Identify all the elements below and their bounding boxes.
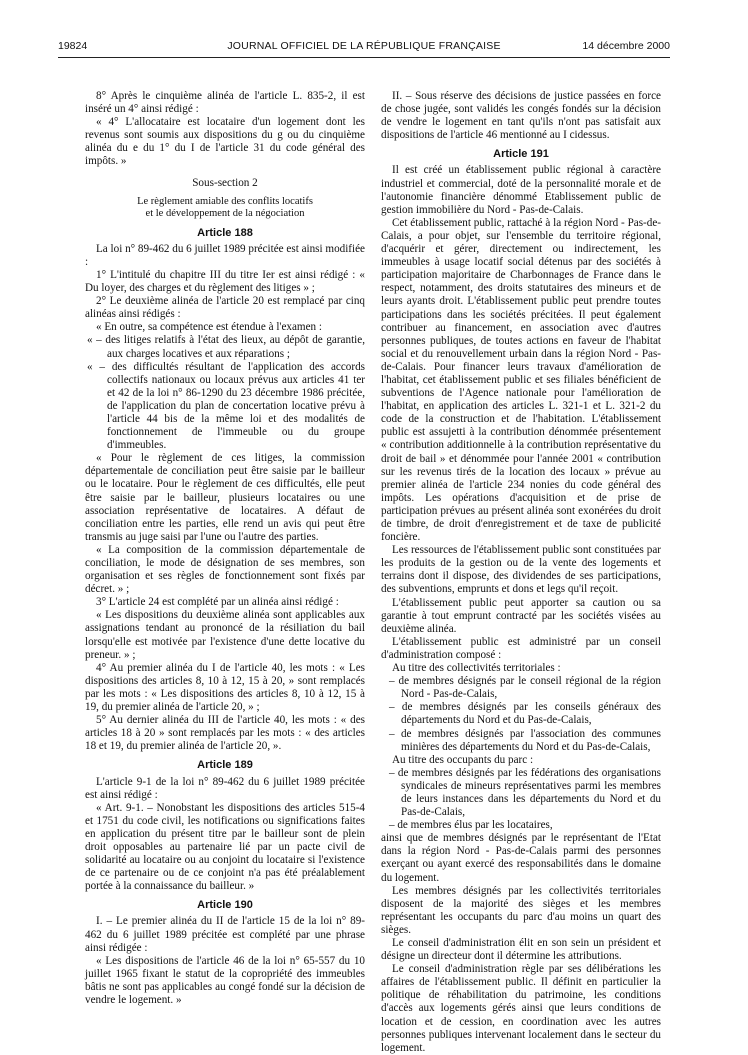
paragraph: L'article 9-1 de la loi n° 89-462 du 6 juillet 1989 précitée est ainsi rédigé : [85, 775, 365, 801]
dash-item: – de membres désignés par l'association des communes minières des départements du Nord et du Pas-de-Calais, [389, 727, 661, 753]
dash-item: – de membres élus par les locataires, [389, 819, 553, 832]
paragraph: ainsi que de membres désignés par le représentant de l'Etat dans la région Nord - Pas-de-Calais parmi des personnes exerçant ou ayant exercé des responsabilités dans le domaine du logement. [381, 832, 661, 884]
page-header [58, 40, 670, 56]
subsection-title [85, 196, 365, 221]
dash-item: « – des difficultés résultant de l'application des accords collectifs nationaux ou locaux prévus aux articles 41 ter et 42 de la loi n° 86-1290 du 23 décembre 1986 précitée, de l'application du plan de concertation locative prévu à l'article 44 bis de la même loi et des modalités de fonctionnement de l'immeuble ou du groupe d'immeubles. [87, 360, 365, 452]
paragraph: Cet établissement public, rattaché à la région Nord - Pas-de-Calais, a pour objet, sur l'ensemble du territoire régional, d'acquérir et gérer, directement ou indirectement, les immeubles à usage locatif social détenus par des sociétés à participation majoritaire de Charbonnages de France dans le respect, notamment, des droits statutaires des mineurs et de leurs ayants droit. L'établissement public peut prendre toutes participations dans les sociétés précitées. Il peut également contribuer au financement, en association avec d'autres personnes publiques, de toutes actions en faveur de l'habitat social et du renouvellement urbain dans la région Nord - Pas-de-Calais. Pour financer leurs travaux d'amélioration de l'habitat, cet établissement public et ses filiales bénéficient de subventions de l'Agence nationale pour l'amélioration de l'habitat, en application des articles L. 321-1 et L. 321-2 du code de la construction et de l'habitation. L'établissement public est assujetti à la contribution dénommée présentement « contribution additionnelle à la contribution représentative du droit de bail » et dénommée pour l'année 2001 « contribution sur les revenus tirés de la location des locaux » prévue au premier alinéa de l'article 234 nonies du code général des impôts. Les opérations d'acquisition et de prise de participation prévues au présent alinéa sont exonérées du droit de timbre, de droit d'enregistrement et de taxe de publicité foncière. [381, 216, 661, 544]
paragraph: L'établissement public peut apporter sa caution ou sa garantie à tout emprunt contracté par les sociétés visées au deuxième alinéa. [381, 596, 661, 635]
paragraph: Il est créé un établissement public régional à caractère industriel et commercial, doté de la personnalité morale et de l'autonomie financière dénommé Etablissement public de gestion immobilière du Nord - Pas-de-Calais. [381, 164, 661, 216]
dash-item: – de membres désignés par le conseil régional de la région Nord - Pas-de-Calais, [389, 675, 661, 701]
paragraph: « Pour le règlement de ces litiges, la commission départementale de conciliation peut être saisie par le bailleur ou le locataire. Pour le règlement de ces difficultés, elle peut être saisie par le bailleur, plusieurs locataires ou une association représentative de locataires. A défaut de conciliation entre les parties, elle rend un avis qui peut être transmis au juge saisi par l'une ou l'autre des parties. [85, 452, 365, 543]
page-number: 19824 [58, 40, 88, 52]
paragraph: 8° Après le cinquième alinéa de l'article L. 835-2, il est inséré un 4° ainsi rédigé : [85, 90, 365, 116]
subsection-title-line: Le règlement amiable des conflits locatifs [137, 195, 313, 207]
paragraph: Les membres désignés par les collectivités territoriales disposent de la majorité des sièges et les membres représentant les occupants du parc d'au moins un quart des sièges. [381, 884, 661, 936]
article-heading: Article 191 [493, 148, 549, 161]
issue-date: 14 décembre 2000 [582, 40, 670, 52]
left-column [85, 90, 365, 1007]
paragraph: « 4° L'allocataire est locataire d'un logement dont les revenus sont soumis aux dispositions du g ou du cinquième alinéa du e du 1° du I de l'article 31 du code général des impôts. » [85, 116, 365, 168]
paragraph: 4° Au premier alinéa du I de l'article 40, les mots : « Les dispositions des articles 8, 10 à 12, 15 à 20, » sont remplacés par les mots : « Les dispositions des articles 8, 10 à 12, 15 à 19, du premier alinéa de l'article 20, » ; [85, 661, 365, 714]
paragraph: Les ressources de l'établissement public sont constituées par les produits de la gestion ou de la vente des logements et terrains dont il dispose, des dividendes de ses participations, des subventions, emprunts et dons et legs qu'il reçoit. [381, 544, 661, 596]
paragraph: L'établissement public est administré par un conseil d'administration composé : [381, 635, 661, 661]
paragraph: 5° Au dernier alinéa du III de l'article 40, les mots : « des articles 18 à 20 » sont remplacés par les mots : « des articles 18 et 19, du premier alinéa de l'article 20, ». [85, 714, 365, 753]
paragraph: Le conseil d'administration élit en son sein un président et désigne un directeur dont il détermine les attributions. [381, 937, 661, 963]
subsection-heading: Sous-section 2 [192, 176, 258, 189]
dash-item: – de membres désignés par les conseils généraux des départements du Nord et du Pas-de-Calais, [389, 701, 661, 727]
paragraph: Au titre des occupants du parc : [392, 753, 534, 766]
paragraph: 2° Le deuxième alinéa de l'article 20 est remplacé par cinq alinéas ainsi rédigés : [85, 295, 365, 321]
article-heading: Article 188 [197, 226, 253, 239]
paragraph: « La composition de la commission départementale de conciliation, le mode de désignation de ses membres, son organisation et ses règles de fonctionnement sont fixés par décret. » ; [85, 543, 365, 596]
article-heading: Article 189 [197, 759, 253, 772]
dash-item: « – des litiges relatifs à l'état des lieux, au dépôt de garantie, aux charges locatives et aux réparations ; [87, 334, 365, 360]
header-rule [58, 57, 670, 58]
paragraph: Au titre des collectivités territoriales : [392, 662, 561, 675]
paragraph: I. – Le premier alinéa du II de l'article 15 de la loi n° 89-462 du 6 juillet 1989 précitée est complété par une phrase ainsi rédigée : [85, 915, 365, 954]
paragraph: « Les dispositions de l'article 46 de la loi n° 65-557 du 10 juillet 1965 fixant le statut de la copropriété des immeubles bâtis ne sont pas applicables au congé fondé sur la décision de vendre le logement. » [85, 954, 365, 1006]
paragraph: La loi n° 89-462 du 6 juillet 1989 précitée est ainsi modifiée : [85, 242, 365, 268]
right-column [381, 90, 661, 1055]
paragraph: II. – Sous réserve des décisions de justice passées en force de chose jugée, sont validés les congés fondés sur la décision de vendre le logement en tant qu'ils n'ont pas satisfait aux dispositions de l'article 46 mentionné au I cidessus. [381, 90, 661, 142]
dash-item: – de membres désignés par les fédérations des organisations syndicales de mineurs représentatives parmi les membres de leurs instances dans les départements du Nord et du Pas-de-Calais, [389, 766, 661, 819]
paragraph: Le conseil d'administration règle par ses délibérations les affaires de l'établissement public. Il définit en particulier la politique de réhabilitation du patrimoine, les conditions d'accès aux logements gérés ainsi que leurs conditions de location et de cession, en coordination avec les autres personnes publiques intervenant localement dans le secteur du logement. [381, 963, 661, 1054]
paragraph: « Les dispositions du deuxième alinéa sont applicables aux assignations tendant au prononcé de la résiliation du bail lorsqu'elle est motivée par l'existence d'une dette locative du preneur. » ; [85, 609, 365, 661]
article-heading: Article 190 [197, 899, 253, 912]
subsection-title-line: et le développement de la négociation [145, 208, 305, 220]
journal-title: JOURNAL OFFICIEL DE LA RÉPUBLIQUE FRANÇAISE [227, 40, 501, 52]
paragraph: « En outre, sa compétence est étendue à l'examen : [96, 321, 322, 334]
paragraph: 3° L'article 24 est complété par un alinéa ainsi rédigé : [96, 596, 339, 609]
paragraph: 1° L'intitulé du chapitre III du titre Ier est ainsi rédigé : « Du loyer, des charges et du règlement des litiges » ; [85, 268, 365, 295]
paragraph: « Art. 9-1. – Nonobstant les dispositions des articles 515-4 et 1751 du code civil, les notifications ou significations faites en application du présent titre par le bailleur sont de plein droit opposables au partenaire lié par un pacte civil de solidarité au locataire ou au conjoint du locataire si l'existence de ce partenaire ou de ce conjoint n'a pas été préalablement portée à la connaissance du bailleur. » [85, 801, 365, 893]
